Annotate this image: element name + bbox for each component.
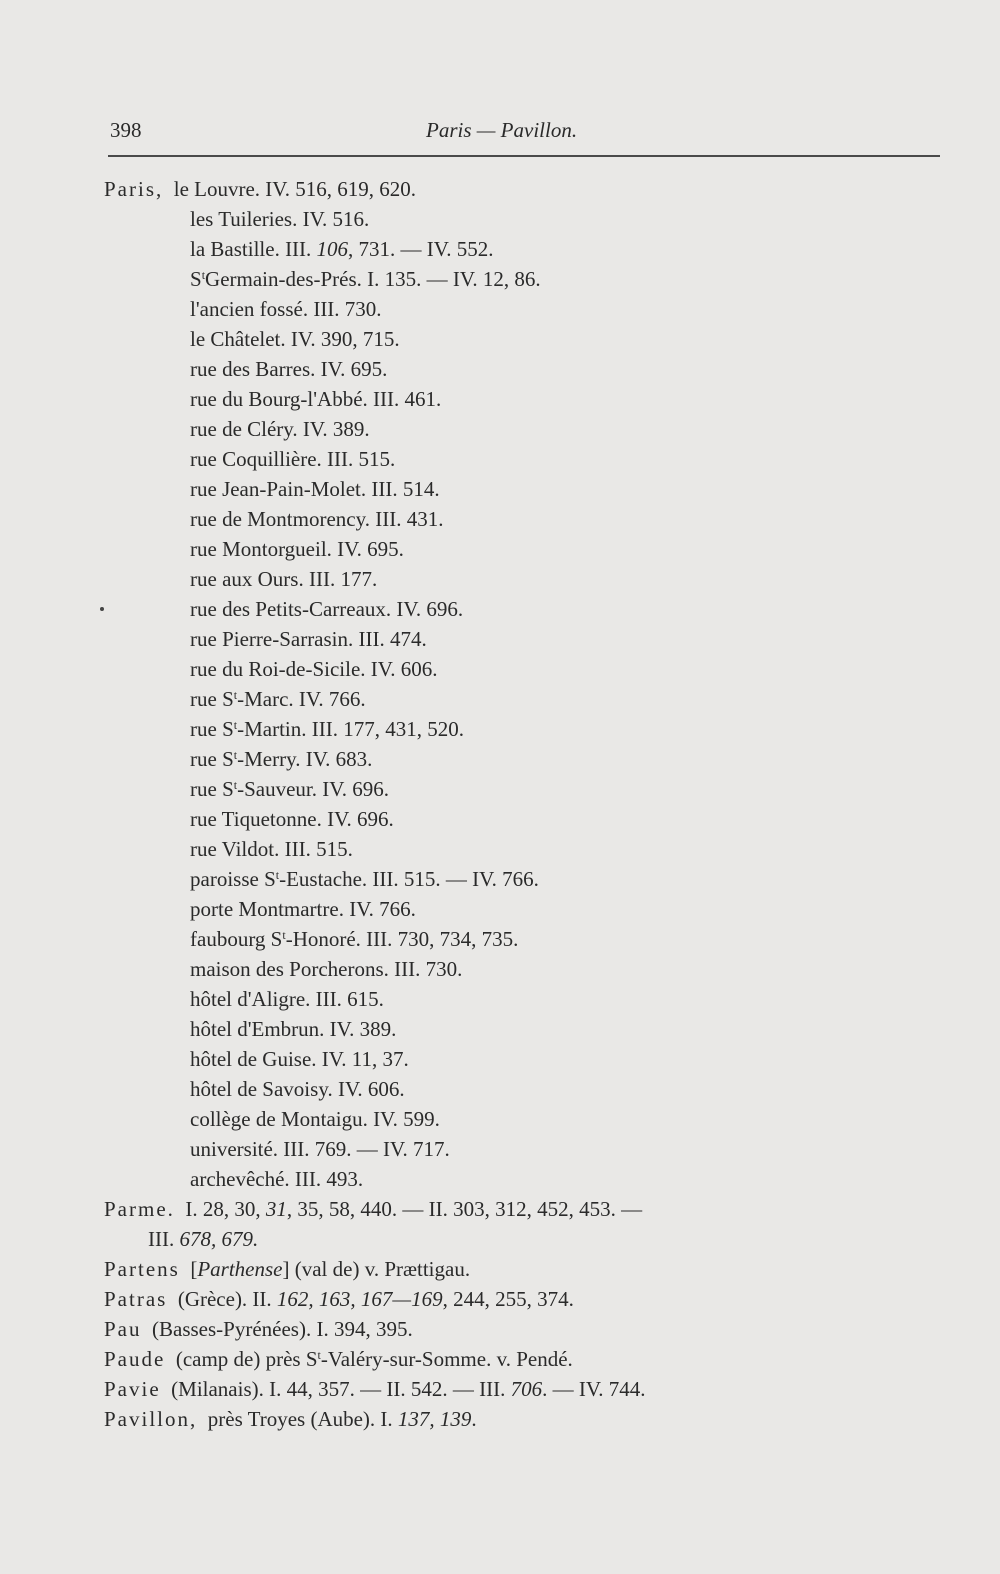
entry-paude: Paude (camp de) près $S^t-Valéry-sur$-Somme. v. Pendé. — [104, 1347, 573, 1371]
sub-entry: hôtel d'Embrun. IV. 389. — [190, 1017, 397, 1041]
sub-entry: maison des Porcherons. III. 730. — [190, 957, 463, 981]
entry-keyword: Parme. — [104, 1197, 175, 1221]
entry-keyword: Partens — [104, 1257, 180, 1281]
sub-entry: archevêché. III. 493. — [190, 1167, 364, 1191]
sub-entry: rue Vildot. III. 515. — [190, 837, 353, 861]
sub-entry: rue Tiquetonne. IV. 696. — [190, 807, 394, 831]
sub-entry: rue des Barres. IV. 695. — [190, 357, 388, 381]
sub-entry: hôtel de Guise. IV. 11, 37. — [190, 1047, 409, 1071]
entry-pavie: Pavie (Milanais). I. 44, 357. — II. 542. — III. 706. — IV. 744. — [104, 1377, 646, 1401]
sub-entry: rue Pierre-Sarrasin. III. 474. — [190, 627, 427, 651]
entry-parme: Parme. I. 28, 30, 31, 35, 58, 440. — II. 303, 312, 452, 453. — — [104, 1197, 643, 1221]
sub-entry: rue Jean-Pain-Molet. III. 514. — [190, 477, 440, 501]
entry-keyword: Pavillon, — [104, 1407, 198, 1431]
sub-entry: l'ancien fossé. III. 730. — [190, 297, 382, 321]
entry-keyword: Patras — [104, 1287, 168, 1311]
sub-entry: rue $S^t$-Merry. IV. 683. — [190, 747, 373, 771]
sub-entry: la Bastille. III. 106, 731. — IV. 552. — [190, 237, 494, 261]
entry-patras: Patras (Grèce). II. 162, 163, 167—169, 244, 255, 374. — [104, 1287, 574, 1311]
sub-entry: rue $S^t$-Martin. III. 177, 431, 520. — [190, 717, 464, 741]
entry-paris — [0, 174, 1000, 204]
page-number: 398 — [110, 118, 142, 142]
sub-entry: faubourg $S^t$-Honoré. III. 730, 734, 735. — [190, 927, 519, 951]
sub-entry: rue de Montmorency. III. 431. — [190, 507, 444, 531]
sub-entry: le Châtelet. IV. 390, 715. — [190, 327, 400, 351]
sub-entry: rue $S^t$-Marc. IV. 766. — [190, 687, 366, 711]
sub-entry: porte Montmartre. IV. 766. — [190, 897, 416, 921]
entry-keyword: Paude — [104, 1347, 166, 1371]
entry-keyword: Pavie — [104, 1377, 161, 1401]
entry-keyword: Pau — [104, 1317, 142, 1341]
sub-entry: les Tuileries. IV. 516. — [190, 207, 370, 231]
sub-entry: rue du Bourg-l'Abbé. III. 461. — [190, 387, 442, 411]
entry-pavillon: Pavillon, près Troyes (Aube). I. 137, 139. — [104, 1407, 477, 1431]
sub-entry: paroisse $S^t$-Eustache. III. 515. — IV. 766. — [190, 867, 539, 891]
sub-entry: rue de Cléry. IV. 389. — [190, 417, 370, 441]
sub-entry: rue Montorgueil. IV. 695. — [190, 537, 404, 561]
sub-entry: université. III. 769. — IV. 717. — [190, 1137, 450, 1161]
entry-pau: Pau (Basses-Pyrénées). I. 394, 395. — [104, 1317, 413, 1341]
entry-partens: Partens [Parthense] (val de) v. Prættigau. — [104, 1257, 471, 1281]
stray-dot — [100, 607, 104, 611]
header-rule — [108, 155, 940, 157]
sub-entry: collège de Montaigu. IV. 599. — [190, 1107, 440, 1131]
entry-keyword: Paris, — [104, 177, 164, 201]
entry-continuation: III. 678, 679. — [148, 1227, 259, 1251]
sub-entry: rue des Petits-Carreaux. IV. 696. — [0, 594, 1000, 624]
sub-entry: rue du Roi-de-Sicile. IV. 606. — [190, 657, 438, 681]
sub-entry: $S^tGermain-des$-Prés. I. 135. — IV. 12, 86. — [190, 267, 541, 291]
sub-entry: hôtel d'Aligre. III. 615. — [190, 987, 384, 1011]
page-header — [110, 118, 940, 148]
entry-text: le Louvre. IV. 516, 619, 620. — [173, 177, 416, 201]
sub-entry: rue Coquillière. III. 515. — [190, 447, 396, 471]
sub-entry: rue aux Ours. III. 177. — [190, 567, 378, 591]
sub-entry: rue $S^t$-Sauveur. IV. 696. — [190, 777, 389, 801]
running-title: Paris — Pavillon. — [426, 118, 578, 142]
sub-entry: hôtel de Savoisy. IV. 606. — [190, 1077, 405, 1101]
index-entries — [0, 174, 1000, 1434]
